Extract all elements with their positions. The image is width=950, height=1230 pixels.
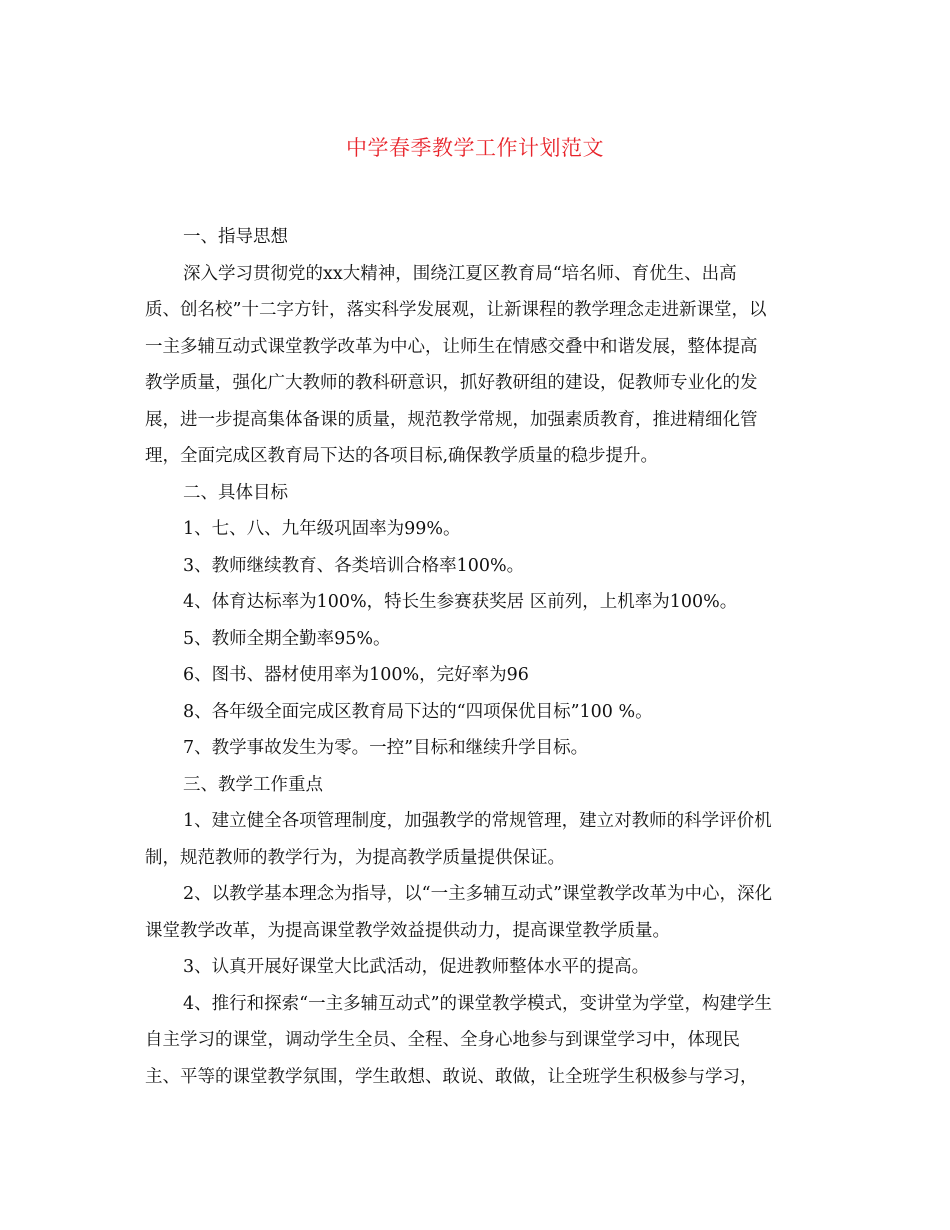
text-line: 理，全面完成区教育局下达的各项目标,确保教学质量的稳步提升。 (145, 446, 659, 466)
paragraph-goal-1 (145, 511, 810, 548)
text-line: 8、各年级全面完成区教育局下达的“四项保优目标”100 %。 (183, 701, 653, 722)
text-line: 4、体育达标率为100%，特长生参赛获奖居 区前列，上机率为100%。 (183, 592, 738, 612)
paragraph-goal-6 (145, 657, 810, 694)
text-line: 5、教师全期全勤率95%。 (183, 628, 391, 649)
text-line: 4、推行和探索“一主多辅互动式”的课堂教学模式，变讲堂为学堂，构建学生 (183, 993, 773, 1014)
text-line: 一、指导思想 (183, 227, 288, 247)
paragraph-goal-4 (145, 584, 810, 621)
text-line: 2、以教学基本理念为指导，以“一主多辅互动式”课堂教学改革为中心，深化 (183, 884, 773, 904)
text-line: 6、图书、器材使用率为100%，完好率为96 (183, 665, 529, 685)
paragraph-focus-3 (145, 949, 810, 986)
text-line: 深入学习贯彻党的xx大精神，围绕江夏区教育局“培名师、育优生、出高 (183, 263, 737, 284)
paragraph-goal-5 (145, 621, 810, 658)
text-line: 1、七、八、九年级巩固率为99%。 (183, 519, 461, 539)
paragraph-goal-7 (145, 730, 810, 767)
paragraph-goal-8 (145, 694, 810, 731)
text-line: 二、具体目标 (183, 482, 288, 503)
paragraph-heading-2 (145, 475, 810, 512)
text-line: 教学质量，强化广大教师的教科研意识，抓好教研组的建设，促教师专业化的发 (145, 373, 758, 393)
text-line: 制，规范教师的教学行为，为提高教学质量提供保证。 (145, 847, 565, 868)
text-line: 课堂教学改革，为提高课堂教学效益提供动力，提高课堂教学质量。 (145, 920, 670, 941)
text-line: 1、建立健全各项管理制度，加强教学的常规管理，建立对教师的科学评价机 (183, 811, 772, 831)
paragraph-heading-1 (145, 219, 810, 256)
paragraph-goal-3 (145, 548, 810, 585)
text-line: 3、认真开展好课堂大比武活动，促进教师整体水平的提高。 (183, 957, 650, 977)
text-line: 三、教学工作重点 (183, 774, 323, 795)
paragraph-focus-4 (145, 986, 810, 1096)
paragraph-heading-3 (145, 767, 810, 804)
text-line: 一主多辅互动式课堂教学改革为中心，让师生在情感交叠中和谐发展，整体提高 (145, 336, 758, 357)
paragraph-guiding-text (145, 256, 810, 475)
paragraph-focus-2 (145, 876, 810, 949)
document-body (145, 219, 810, 1095)
text-line: 7、教学事故发生为零。一控”目标和继续升学目标。 (183, 738, 589, 758)
text-line: 主、平等的课堂教学氛围，学生敢想、敢说、敢做，让全班学生积极参与学习， (145, 1066, 758, 1087)
document-title: 中学春季教学工作计划范文 (346, 136, 604, 160)
text-line: 质、创名校”十二字方针，落实科学发展观，让新课程的教学理念走进新课堂，以 (145, 300, 767, 320)
text-line: 3、教师继续教育、各类培训合格率100%。 (183, 555, 525, 576)
text-line: 展，进一步提高集体备课的质量，规范教学常规，加强素质教育，推进精细化管 (145, 409, 758, 430)
paragraph-focus-1 (145, 803, 810, 876)
text-line: 自主学习的课堂，调动学生全员、全程、全身心地参与到课堂学习中，体现民 (145, 1030, 740, 1050)
